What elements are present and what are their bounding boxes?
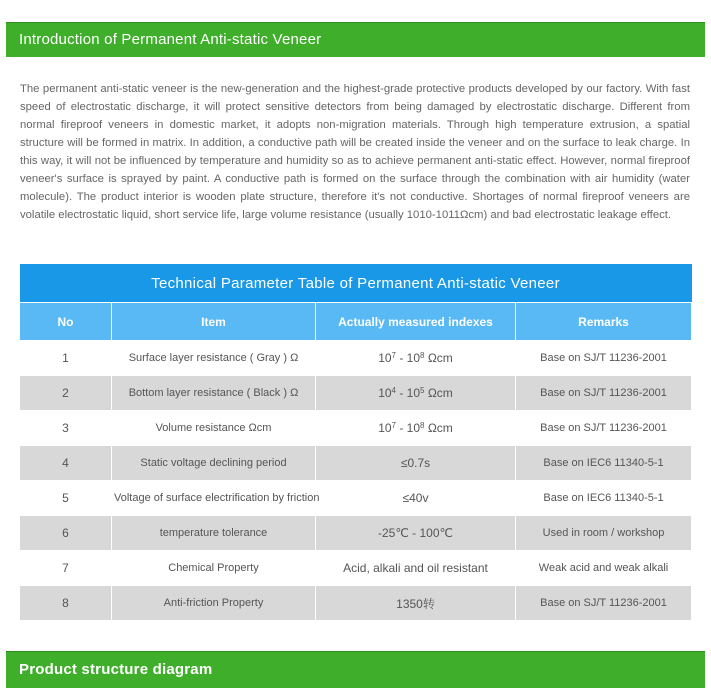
value-unit: Ωcm bbox=[424, 386, 453, 400]
table-header-row bbox=[20, 303, 692, 341]
row-number: 7 bbox=[20, 551, 112, 586]
row-number: 6 bbox=[20, 516, 112, 551]
intro-paragraph: The permanent anti-static veneer is the new-generation and the highest-grade protective products developed by our factory. With fast speed of electrostatic discharge, it will protect sensitive detectors from being damaged by electrostatic discharge. Different from normal fireproof veneers in domestic market, it adopts non-migration materials. Through high temperature extrusion, a spatial structure will be formed in matrix. In addition, a conductive path will be created inside the veneer and on the surface to leak charge. In this way, it will not be influenced by temperature and humidity so as to achieve permanent anti-static effect. However, normal fireproof veneer's surface is sprayed by paint. A conductive path is formed on the surface through the combination with air humidity (water molecule). The product interior is wooden plate structure, therefore it's not conductive. Shortages of normal fireproof veneers are volatile electrostatic liquid, short service life, large volume resistance (usually 1010-1011Ωcm) and bad electrostatic leakage effect. bbox=[20, 83, 690, 221]
row-item: Voltage of surface electrification by friction bbox=[112, 481, 316, 516]
row-number: 8 bbox=[20, 586, 112, 621]
value-exp2: 5 bbox=[420, 386, 425, 395]
value-sep: - bbox=[396, 351, 407, 365]
table-row bbox=[20, 481, 692, 516]
value-exp2: 8 bbox=[420, 421, 425, 430]
row-item: Volume resistance Ωcm bbox=[112, 411, 316, 446]
row-remarks: Base on IEC6 11340-5-1 bbox=[516, 446, 692, 481]
table-row bbox=[20, 341, 692, 376]
value-exp1: 7 bbox=[391, 421, 396, 430]
row-number: 5 bbox=[20, 481, 112, 516]
row-item: Bottom layer resistance ( Black ) Ω bbox=[112, 376, 316, 411]
row-item: Anti-friction Property bbox=[112, 586, 316, 621]
value-base2: 10 bbox=[406, 351, 421, 365]
value-exp1: 7 bbox=[391, 351, 396, 360]
row-measured-value bbox=[316, 341, 516, 376]
intro-section-header: Introduction of Permanent Anti-static Veneer bbox=[6, 22, 705, 57]
value-unit: Ωcm bbox=[424, 351, 453, 365]
value-exp1: 4 bbox=[391, 386, 396, 395]
table-title: Technical Parameter Table of Permanent Anti-static Veneer bbox=[20, 264, 692, 303]
row-remarks: Base on IEC6 11340-5-1 bbox=[516, 481, 692, 516]
row-measured-value: -25℃ - 100℃ bbox=[316, 516, 516, 551]
header-remarks: Remarks bbox=[516, 303, 692, 341]
row-measured-value: ≤0.7s bbox=[316, 446, 516, 481]
row-remarks: Base on SJ/T 11236-2001 bbox=[516, 341, 692, 376]
structure-section-header: Product structure diagram bbox=[6, 651, 705, 688]
row-number: 4 bbox=[20, 446, 112, 481]
row-measured-value bbox=[316, 411, 516, 446]
technical-parameter-table bbox=[19, 264, 692, 621]
row-measured-value: 1350转 bbox=[316, 586, 516, 621]
value-sep: - bbox=[396, 386, 407, 400]
value-sep: - bbox=[396, 421, 407, 435]
row-remarks: Base on SJ/T 11236-2001 bbox=[516, 586, 692, 621]
row-measured-value: ≤40v bbox=[316, 481, 516, 516]
value-exp2: 8 bbox=[420, 351, 425, 360]
table-row bbox=[20, 586, 692, 621]
row-number: 2 bbox=[20, 376, 112, 411]
value-base2: 10 bbox=[406, 386, 421, 400]
value-base1: 10 bbox=[378, 421, 392, 435]
value-unit: Ωcm bbox=[424, 421, 453, 435]
row-item: Chemical Property bbox=[112, 551, 316, 586]
row-item: Surface layer resistance ( Gray ) Ω bbox=[112, 341, 316, 376]
row-number: 3 bbox=[20, 411, 112, 446]
row-measured-value bbox=[316, 376, 516, 411]
table-row bbox=[20, 516, 692, 551]
header-measured-indexes: Actually measured indexes bbox=[316, 303, 516, 341]
row-remarks: Used in room / workshop bbox=[516, 516, 692, 551]
row-remarks: Base on SJ/T 11236-2001 bbox=[516, 411, 692, 446]
row-measured-value: Acid, alkali and oil resistant bbox=[316, 551, 516, 586]
row-number: 1 bbox=[20, 341, 112, 376]
table-row bbox=[20, 376, 692, 411]
header-item: Item bbox=[112, 303, 316, 341]
row-item: temperature tolerance bbox=[112, 516, 316, 551]
row-remarks: Base on SJ/T 11236-2001 bbox=[516, 376, 692, 411]
header-no: No bbox=[20, 303, 112, 341]
row-remarks: Weak acid and weak alkali bbox=[516, 551, 692, 586]
table-row bbox=[20, 551, 692, 586]
row-item: Static voltage declining period bbox=[112, 446, 316, 481]
table-row bbox=[20, 411, 692, 446]
value-base1: 10 bbox=[378, 386, 392, 400]
value-base2: 10 bbox=[406, 421, 421, 435]
table-row bbox=[20, 446, 692, 481]
value-base1: 10 bbox=[378, 351, 392, 365]
